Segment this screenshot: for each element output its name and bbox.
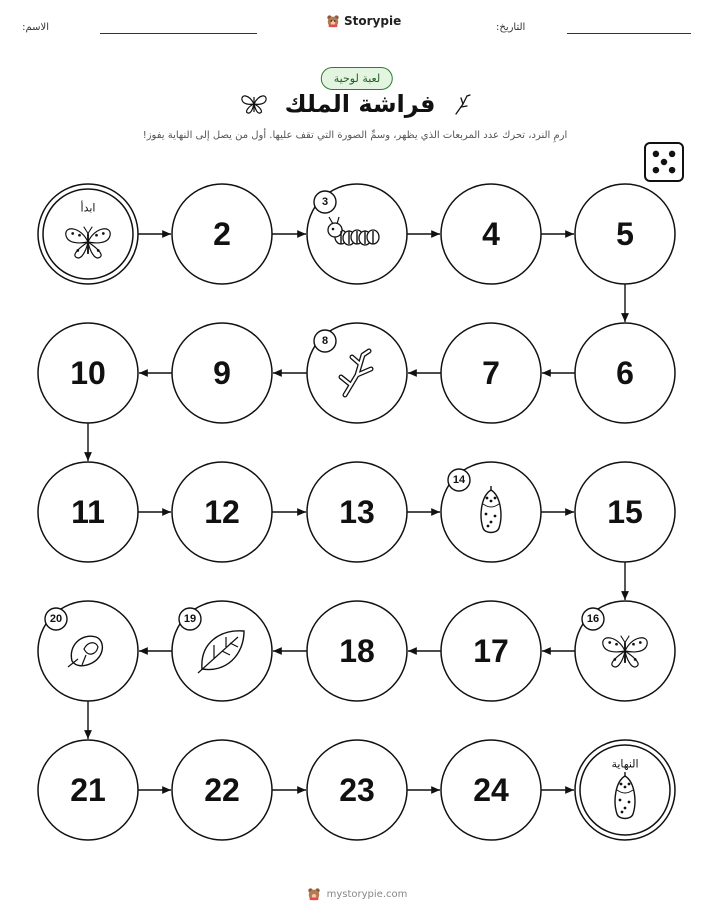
board-square-13 <box>307 462 407 562</box>
square-number: 3 <box>321 196 329 208</box>
start-label: ابدأ <box>80 201 96 215</box>
board-square-10 <box>38 323 138 423</box>
square-number: 11 <box>71 494 105 530</box>
board-square-7 <box>441 323 541 423</box>
board-square-19 <box>172 601 272 701</box>
board-square-3 <box>307 184 407 284</box>
page-title: فراشة الملك <box>284 90 436 118</box>
board-square-14 <box>441 462 541 562</box>
footer-url: mystorypie.com <box>326 888 408 900</box>
board-square-22 <box>172 740 272 840</box>
square-number: 24 <box>473 772 509 808</box>
square-number: 14 <box>452 474 466 486</box>
square-number: 10 <box>70 355 106 391</box>
board-square-21 <box>38 740 138 840</box>
board-square-12 <box>172 462 272 562</box>
board-square-15 <box>575 462 675 562</box>
board-square-18 <box>307 601 407 701</box>
board-square-20 <box>38 601 138 701</box>
square-number: 19 <box>183 613 197 625</box>
board-square-5 <box>575 184 675 284</box>
square-number: 13 <box>339 494 375 530</box>
square-number: 16 <box>586 613 600 625</box>
board-square-17 <box>441 601 541 701</box>
square-number: 2 <box>213 216 231 252</box>
bear-icon <box>307 887 321 901</box>
square-number: 15 <box>607 494 643 530</box>
board-square-16 <box>575 601 675 701</box>
date-label: التاريخ: <box>496 22 526 33</box>
board-square-2 <box>172 184 272 284</box>
end-label: النهاية <box>611 757 639 771</box>
square-number: 9 <box>213 355 231 391</box>
board-square-24 <box>441 740 541 840</box>
square-number: 17 <box>473 633 509 669</box>
brand-name: Storypie <box>344 14 402 28</box>
footer <box>0 887 714 901</box>
square-number: 6 <box>616 355 634 391</box>
square-number: 4 <box>482 216 500 252</box>
board-square-9 <box>172 323 272 423</box>
square-number: 8 <box>321 335 329 347</box>
square-number: 20 <box>49 613 63 625</box>
square-number: 12 <box>204 494 240 530</box>
square-number: 18 <box>339 633 375 669</box>
board-square-25 <box>575 740 675 840</box>
board-square-1 <box>38 184 138 284</box>
board-square-23 <box>307 740 407 840</box>
square-number: 5 <box>616 216 634 252</box>
square-number: 22 <box>204 772 240 808</box>
square-number: 7 <box>482 355 500 391</box>
board-square-6 <box>575 323 675 423</box>
game-type-badge: لعبة لوحية <box>321 67 393 90</box>
board-square-11 <box>38 462 138 562</box>
board-square-8 <box>307 323 407 423</box>
square-number: 23 <box>339 772 375 808</box>
instructions: ارمِ النرد، تحرك عدد المربعات الذي يظهر، وسمِّ الصورة التي تقف عليها. أول من يصل إلى النهاية يفوز! <box>142 130 568 141</box>
board-square-4 <box>441 184 541 284</box>
name-label: الاسم: <box>22 22 49 33</box>
square-number: 21 <box>70 772 106 808</box>
